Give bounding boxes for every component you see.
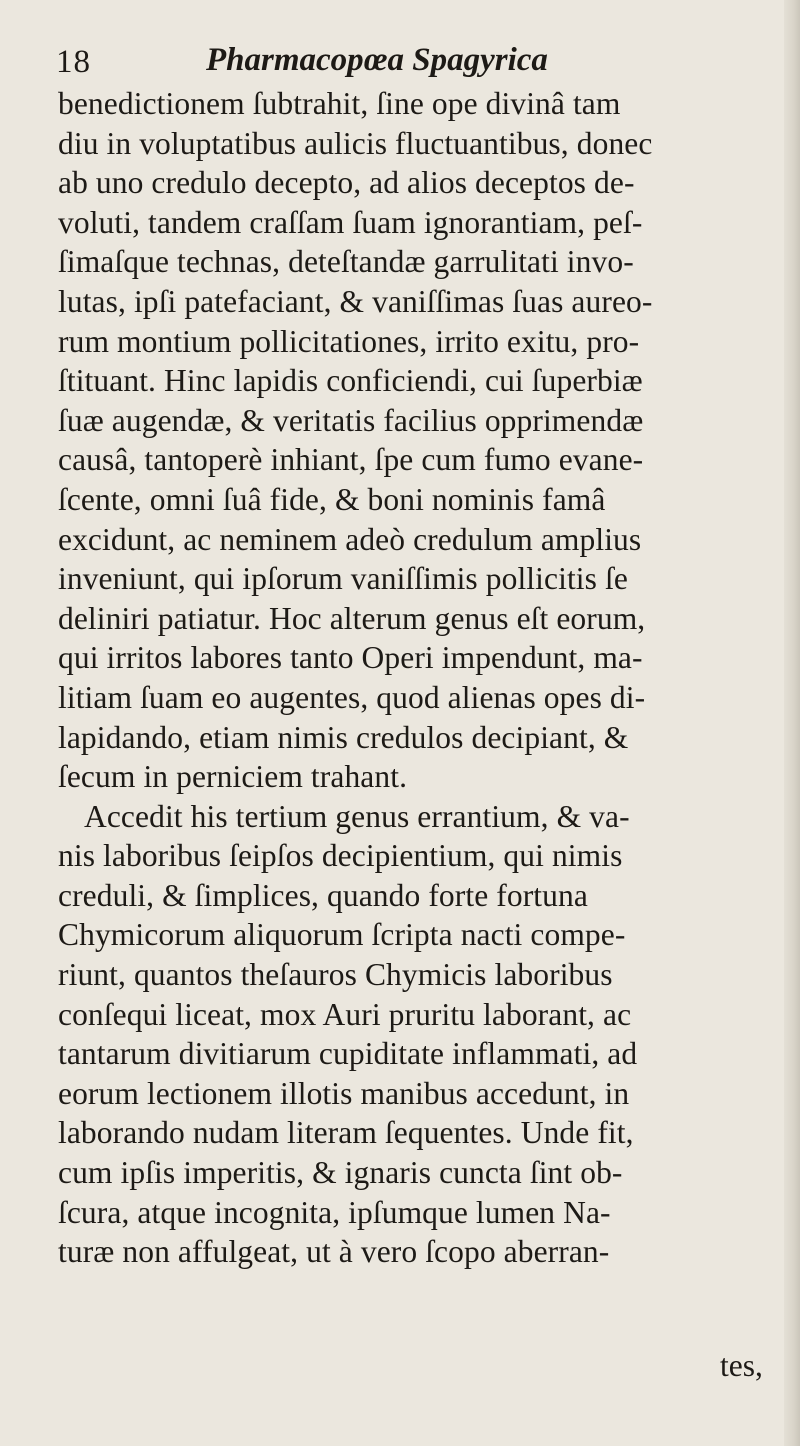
text-line: rum montium pollicitationes, irrito exitu, pro-	[58, 323, 640, 359]
text-line: excidunt, ac neminem adeò credulum amplius	[58, 521, 642, 557]
body-text	[58, 84, 788, 1272]
running-title: Pharmacopœa Spagyrica	[206, 42, 548, 78]
text-line: diu in voluptatibus aulicis fluctuantibus, donec	[58, 125, 653, 161]
text-line: tantarum divitiarum cupiditate inflammati, ad	[58, 1036, 638, 1072]
text-line: ſcura, atque incognita, ipſumque lumen Na-	[58, 1194, 611, 1230]
text-line: causâ, tantoperè inhiant, ſpe cum fumo evane-	[58, 442, 644, 478]
text-line: ſimaſque technas, deteſtandæ garrulitati invo-	[58, 244, 634, 280]
text-line: ſecum in perniciem trahant.	[58, 759, 408, 795]
text-line: lutas, ipſi patefaciant, & vaniſſimas ſuas aureo-	[58, 283, 653, 319]
text-line: turæ non affulgeat, ut à vero ſcopo aberran-	[58, 1234, 610, 1270]
text-line: ſtituant. Hinc lapidis conficiendi, cui ſuperbiæ	[58, 363, 643, 399]
text-line: laborando nudam literam ſequentes. Unde fit,	[58, 1115, 634, 1151]
text-line: benedictionem ſubtrahit, ſine ope divinâ tam	[58, 86, 621, 121]
text-line: eorum lectionem illotis manibus accedunt, in	[58, 1075, 630, 1111]
text-line: inveniunt, qui ipſorum vaniſſimis pollicitis ſe	[58, 561, 628, 597]
text-line: cum ipſis imperitis, & ignaris cuncta ſint ob-	[58, 1155, 623, 1191]
catchword: tes,	[720, 1348, 763, 1383]
text-line: deliniri patiatur. Hoc alterum genus eſt eorum,	[58, 600, 646, 636]
text-line: riunt, quantos theſauros Chymicis laboribus	[58, 957, 613, 993]
text-line: lapidando, etiam nimis credulos decipiant, &	[58, 719, 629, 755]
text-line: ſuæ augendæ, & veritatis facilius opprimendæ	[58, 402, 644, 438]
text-line: conſequi liceat, mox Auri pruritu laborant, ac	[58, 996, 632, 1032]
text-line: voluti, tandem craſſam ſuam ignorantiam, peſ-	[58, 204, 643, 240]
text-line: qui irritos labores tanto Operi impendunt, ma-	[58, 640, 643, 676]
page-number: 18	[56, 44, 91, 80]
text-line: litiam ſuam eo augentes, quod alienas opes di-	[58, 679, 646, 715]
text-line: Chymicorum aliquorum ſcripta nacti compe-	[58, 917, 626, 953]
text-line: ſcente, omni ſuâ fide, & boni nominis famâ	[58, 481, 606, 517]
text-line: creduli, & ſimplices, quando forte fortuna	[58, 877, 588, 913]
text-line: ab uno credulo decepto, ad alios deceptos de-	[58, 165, 635, 201]
paragraph-first-line: Accedit his tertium genus errantium, & va-	[84, 798, 630, 834]
text-line: nis laboribus ſeipſos decipientium, qui nimis	[58, 838, 623, 874]
